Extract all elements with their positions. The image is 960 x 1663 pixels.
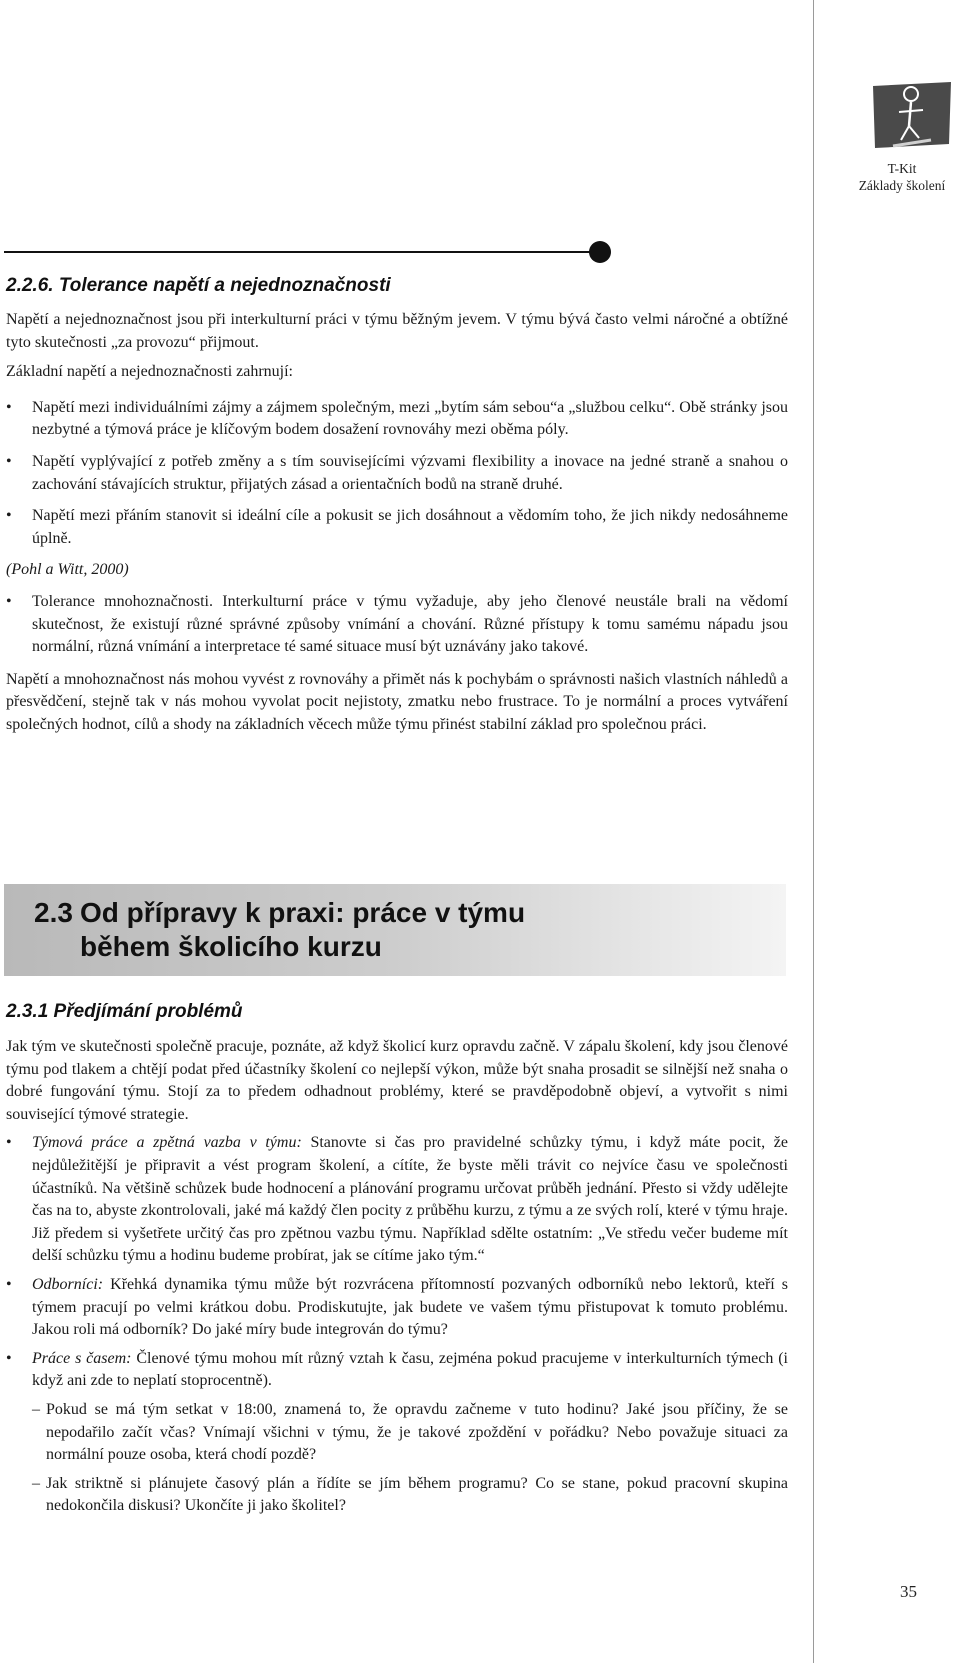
bullet-item: • Napětí mezi individuálními zájmy a zájmem společným, mezi „bytím sám sebou“a „službou celku“. Obě stránky jsou nezbytné a týmová práce je klíčovým bodem dosažení rovnováhy mezi oběma póly. xyxy=(6,398,788,439)
bullet-text: Členové týmu mohou mít různý vztah k času, zejména pokud pracujeme v interkulturních týmech (i když ani zde to neplatí stoprocentně). xyxy=(32,1349,788,1390)
page-number: 35 xyxy=(900,1582,917,1601)
bullet-text: Tolerance mnohoznačnosti. Interkulturní práce v týmu vyžaduje, aby jeho členové neustále brali na vědomí skutečnost, že existují různé správné způsoby vnímání a chování. Různé přístupy k tomu samému nápadu jsou normální, různá vnímání a interpretace té samé situace musí být uznávány jako takové. xyxy=(32,592,788,656)
bullet-text: Napětí mezi přáním stanovit si ideální cíle a pokusit se jich dosáhnout a vědomím toho, že jich nikdy nedosáhneme úplně. xyxy=(32,507,788,547)
paragraph: Základní napětí a nejednoznačnosti zahrnují: xyxy=(6,363,293,381)
bullet-item: • Práce s časem: Členové týmu mohou mít různý vztah k času, zejména pokud pracujeme v interkulturních týmech (i když ani zde to neplatí stoprocentně). xyxy=(6,1349,788,1390)
section-226-heading: 2.2.6. Tolerance napětí a nejednoznačnosti xyxy=(6,275,391,296)
series-label xyxy=(846,160,958,194)
series-title: T-Kit xyxy=(887,161,917,176)
dash-text: Jak striktně si plánujete časový plán a řídíte se jím během programu? Co se stane, pokud pracovní skupina nedokončila diskusi? Ukončíte ji jako školitel? xyxy=(46,1474,788,1515)
bullet-text: Napětí mezi individuálními zájmy a zájmem společným, mezi „bytím sám sebou“a „službou celku“. Obě stránky jsou nezbytné a týmová práce je klíčovým bodem dosažení rovnováhy mezi oběma póly. xyxy=(32,398,788,439)
paragraph: Napětí a mnohoznačnost nás mohou vyvést z rovnováhy a přimět nás k pochybám o správnosti našich vlastních náhledů a přesvědčení, stejně tak v nás mohou vyvolat pocit nejistoty, zmatku nebo frustrace. To je normální a proces vytváření společných hodnot, cílů a shody na základních věcech může týmu přinést stabilní základ pro společnou práci. xyxy=(6,670,788,733)
bullet-item: • Tolerance mnohoznačnosti. Interkulturní práce v týmu vyžaduje, aby jeho členové neustále brali na vědomí skutečnost, že existují různé správné způsoby vnímání a chování. Různé přístupy k tomu samému nápadu jsou normální, různá vnímání a interpretace té samé situace musí být uznávány jako takové. xyxy=(6,592,788,656)
paragraph: Napětí a nejednoznačnost jsou při interkulturní práci v týmu běžným jevem. V týmu bývá často velmi náročné a obtížné tyto skutečnosti „za provozu“ přijmout. xyxy=(6,311,788,351)
dash-item: – Pokud se má tým setkat v 18:00, znamená to, že opravdu začneme v tuto hodinu? Jaké jsou příčiny, že se nepodařilo začít včas? Vnímají všichni v týmu, že je takové zpoždění v pořádku? Nebo považuje situaci za normální pouze osoba, která chodí pozdě? xyxy=(32,1400,788,1464)
section-231-heading: 2.3.1 Předjímání problémů xyxy=(6,1001,243,1022)
chapter-heading xyxy=(34,896,525,964)
section-rule-dot xyxy=(589,241,611,263)
chapter-number: 2.3 xyxy=(34,897,73,928)
bullet-item: • Napětí vyplývající z potřeb změny a s tím souvisejícími výzvami flexibility a inovace na jedné straně a snahou o zachování stávajících struktur, přijatých zásad a orientačních bodů na straně druhé. xyxy=(6,452,788,493)
series-subtitle: Základy školení xyxy=(858,178,946,193)
chapter-title-line1: Od přípravy k praxi: práce v týmu xyxy=(80,897,526,928)
bullet-label: Týmová práce a zpětná vazba v týmu: xyxy=(32,1134,302,1152)
section-226 xyxy=(6,275,788,737)
bullet-text: Křehká dynamika týmu může být rozvrácena přítomností pozvaných odborníků nebo lektorů, kteří s týmem pracují po velmi krátkou dobu. Prodiskutujte, jak budete ve vašem týmu přistupovat k tomuto problému. Jakou roli má odborník? Do jaké míry bude integrován do týmu? xyxy=(32,1275,788,1339)
section-231 xyxy=(6,1001,788,1518)
bullet-label: Odborníci: xyxy=(32,1275,104,1293)
paragraph: Jak tým ve skutečnosti společně pracuje, poznáte, až když školicí kurz opravdu začně. V zápalu školení, kdy jsou členové týmu pod tlakem a chtějí podat před účastníky školení co nejlepší výkon, může být snaha prosadit se silnější než snaha o dobré fungování týmu. Stojí za to předem odhadnout problémy, které se pravděpodobně objeví, a vytvořit s nimi související týmové strategie. xyxy=(6,1038,788,1123)
bullet-item: • Napětí mezi přáním stanovit si ideální cíle a pokusit se jich dosáhnout a vědomím toho, že jich nikdy nedosáhneme úplně. xyxy=(6,507,788,547)
bullet-text: Stanovte si čas pro pravidelné schůzky týmu, i když máte pocit, že nejdůležitější je připravit a vést program školení, a cítíte, že byste měli trávit co nejvíce času ve společnosti účastníků. Na většině schůzek bude hodnocení a plánování programu určovat průběh jednání. Přesto si vždy udělejte čas na to, abyste zkontrolovali, jaké má každý člen pocity z průběhu kurzu, z týmu a ze svých rolí, které v týmu hraje. Již předem si vyšetřete určitý čas pro zpětnou vazbu týmu. Například sdělte ostatním: „Ve středu večer budeme mít delší schůzku týmu a hodinu budeme probírat, jak se cítíme jako tým.“ xyxy=(32,1134,788,1265)
dash-text: Pokud se má tým setkat v 18:00, znamená to, že opravdu začneme v tuto hodinu? Jaké jsou příčiny, že se nepodařilo začít včas? Vnímají všichni v týmu, že je takové zpoždění v pořádku? Nebo považuje situaci za normální pouze osoba, která chodí pozdě? xyxy=(46,1400,788,1464)
dash-item: – Jak striktně si plánujete časový plán a řídíte se jím během programu? Co se stane, pokud pracovní skupina nedokončila diskusi? Ukončíte ji jako školitel? xyxy=(32,1474,788,1515)
tkit-logo-icon xyxy=(871,82,953,150)
bullet-item: • Odborníci: Křehká dynamika týmu může být rozvrácena přítomností pozvaných odborníků nebo lektorů, kteří s týmem pracují po velmi krátkou dobu. Prodiskutujte, jak budete ve vašem týmu přistupovat k tomuto problému. Jakou roli má odborník? Do jaké míry bude integrován do týmu? xyxy=(6,1275,788,1339)
bullet-label: Práce s časem: xyxy=(32,1349,132,1367)
citation: (Pohl a Witt, 2000) xyxy=(6,561,129,579)
margin-divider-line xyxy=(813,0,814,1663)
chapter-title-line2: během školicího kurzu xyxy=(80,931,382,962)
bullet-text: Napětí vyplývající z potřeb změny a s tím souvisejícími výzvami flexibility a inovace na jedné straně a snahou o zachování stávajících struktur, přijatých zásad a orientačních bodů na straně druhé. xyxy=(32,452,788,493)
section-rule xyxy=(4,251,602,253)
bullet-item: • Týmová práce a zpětná vazba v týmu: Stanovte si čas pro pravidelné schůzky týmu, i když máte pocit, že nejdůležitější je připravit a vést program školení, a cítíte, že byste měli trávit co nejvíce času ve společnosti účastníků. Na většině schůzek bude hodnocení a plánování programu určovat průběh jednání. Přesto si vždy udělejte čas na to, abyste zkontrolovali, jaké má každý člen pocity z průběhu kurzu, z týmu a ze svých rolí, které v týmu hraje. Již předem si vyšetřete určitý čas pro zpětnou vazbu týmu. Například sdělte ostatním: „Ve středu večer budeme mít delší schůzku týmu a hodinu budeme probírat, jak se cítíme jako tým.“ xyxy=(6,1134,788,1265)
